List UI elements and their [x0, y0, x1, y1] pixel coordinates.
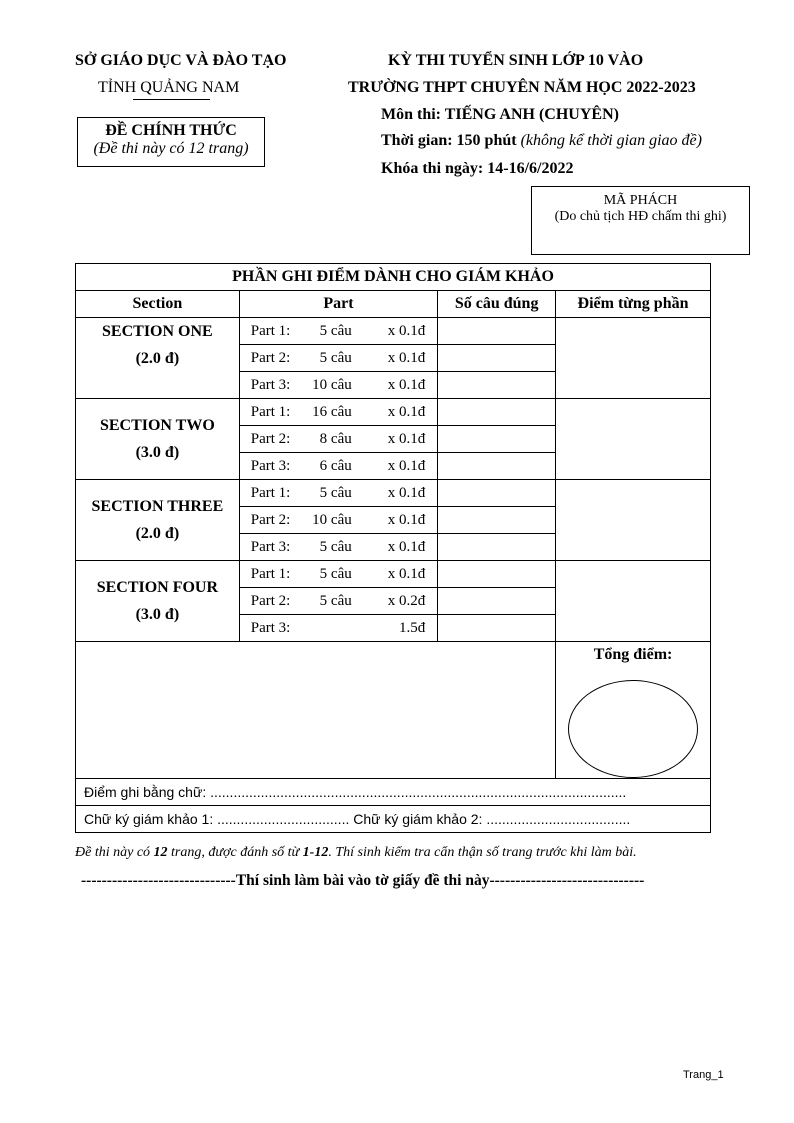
correct-count-field[interactable] — [438, 426, 556, 453]
phach-note: (Do chủ tịch HĐ chấm thi ghi) — [554, 209, 727, 224]
section-name: SECTION ONE — [102, 323, 213, 340]
part-cell — [239, 534, 438, 561]
section-two-cell — [76, 399, 240, 480]
correct-count-field[interactable] — [438, 480, 556, 507]
part-label: Part 2: — [250, 512, 291, 528]
part-quantity: 5 câu — [319, 323, 352, 339]
section-score-field[interactable] — [556, 480, 711, 561]
section-points: (3.0 đ) — [135, 606, 180, 623]
exam-time-line — [381, 132, 702, 150]
correct-count-field[interactable] — [438, 615, 556, 642]
part-label: Part 3: — [250, 458, 291, 474]
section-name: SECTION TWO — [99, 417, 215, 434]
part-points: x 0.1đ — [387, 539, 426, 555]
section-points: (3.0 đ) — [135, 444, 180, 461]
part-points: x 0.1đ — [387, 431, 426, 447]
part-cell — [239, 318, 438, 345]
part-quantity: 5 câu — [319, 485, 352, 501]
section-score-field[interactable] — [556, 318, 711, 399]
note-text-2: trang, được đánh số từ — [167, 845, 303, 860]
header-part: Part — [239, 291, 438, 318]
page-number: Trang_1 — [683, 1069, 724, 1081]
part-label: Part 3: — [250, 377, 291, 393]
official-exam-box — [77, 117, 265, 167]
part-points: 1.5đ — [399, 620, 426, 636]
instruction-line: ------------------------------Thí sinh làm bài vào tờ giấy đề thi này------------------------------ — [81, 872, 645, 889]
note-text-1: Đề thi này có — [75, 845, 154, 860]
note-range: 1-12 — [302, 845, 329, 860]
part-cell — [239, 588, 438, 615]
province-name: TỈNH QUẢNG NAM — [98, 79, 240, 96]
section-three-cell — [76, 480, 240, 561]
part-cell — [239, 615, 438, 642]
exam-time: Thời gian: 150 phút — [381, 132, 517, 149]
part-cell — [239, 372, 438, 399]
correct-count-field[interactable] — [438, 588, 556, 615]
score-table-title: PHẦN GHI ĐIỂM DÀNH CHO GIÁM KHẢO — [76, 264, 711, 291]
exam-subject: Môn thi: TIẾNG ANH (CHUYÊN) — [381, 106, 619, 123]
exam-time-note: (không kể thời gian giao đề) — [520, 132, 702, 149]
part-points: x 0.1đ — [387, 512, 426, 528]
part-label: Part 3: — [250, 620, 291, 636]
exam-date: Khóa thi ngày: 14-16/6/2022 — [381, 160, 574, 177]
section-four-cell — [76, 561, 240, 642]
part-quantity: 10 câu — [312, 512, 352, 528]
header-correct-count: Số câu đúng — [438, 291, 556, 318]
part-label: Part 3: — [250, 539, 291, 555]
correct-count-field[interactable] — [438, 345, 556, 372]
part-points: x 0.1đ — [387, 323, 426, 339]
part-label: Part 1: — [250, 404, 291, 420]
part-quantity: 5 câu — [319, 566, 352, 582]
part-cell — [239, 426, 438, 453]
part-cell — [239, 561, 438, 588]
note-pages: 12 — [153, 845, 168, 860]
part-label: Part 1: — [250, 323, 291, 339]
exam-title-2: TRƯỜNG THPT CHUYÊN NĂM HỌC 2022-2023 — [348, 79, 696, 96]
correct-count-field[interactable] — [438, 561, 556, 588]
score-in-words-row[interactable]: Điểm ghi bằng chữ: ........................................................................................................... — [76, 779, 711, 806]
section-score-field[interactable] — [556, 399, 711, 480]
part-points: x 0.1đ — [387, 485, 426, 501]
phach-title: MÃ PHÁCH — [603, 193, 678, 208]
total-blank-area — [76, 642, 556, 779]
score-table — [75, 263, 711, 833]
part-label: Part 1: — [250, 485, 291, 501]
part-cell — [239, 399, 438, 426]
section-points: (2.0 đ) — [135, 350, 180, 367]
part-quantity: 5 câu — [319, 539, 352, 555]
correct-count-field[interactable] — [438, 318, 556, 345]
department-name: SỞ GIÁO DỤC VÀ ĐÀO TẠO — [75, 52, 287, 69]
exam-title-1: KỲ THI TUYỂN SINH LỚP 10 VÀO — [388, 52, 644, 69]
page-count-note — [75, 845, 637, 861]
part-label: Part 1: — [250, 566, 291, 582]
part-label: Part 2: — [250, 593, 291, 609]
section-score-field[interactable] — [556, 561, 711, 642]
correct-count-field[interactable] — [438, 534, 556, 561]
part-cell — [239, 480, 438, 507]
part-label: Part 2: — [250, 431, 291, 447]
correct-count-field[interactable] — [438, 372, 556, 399]
part-cell — [239, 345, 438, 372]
part-cell — [239, 453, 438, 480]
province-underline — [133, 99, 210, 100]
part-points: x 0.1đ — [387, 404, 426, 420]
note-text-3: . Thí sinh kiểm tra cẩn thận số trang trước khi làm bài. — [328, 845, 637, 860]
part-points: x 0.2đ — [387, 593, 426, 609]
part-quantity: 5 câu — [319, 593, 352, 609]
section-name: SECTION FOUR — [96, 579, 219, 596]
correct-count-field[interactable] — [438, 507, 556, 534]
section-points: (2.0 đ) — [135, 525, 180, 542]
total-score-circle[interactable] — [568, 680, 698, 778]
examiner-signatures-row[interactable]: Chữ ký giám khảo 1: .................................. Chữ ký giám khảo 2: ..................................... — [76, 806, 711, 833]
part-quantity: 5 câu — [319, 350, 352, 366]
part-points: x 0.1đ — [387, 377, 426, 393]
part-points: x 0.1đ — [387, 350, 426, 366]
phach-box — [531, 186, 750, 255]
official-label: ĐỀ CHÍNH THỨC — [105, 122, 237, 139]
part-points: x 0.1đ — [387, 566, 426, 582]
total-score-label: Tổng điểm: — [593, 646, 673, 663]
part-quantity: 6 câu — [319, 458, 352, 474]
correct-count-field[interactable] — [438, 399, 556, 426]
part-points: x 0.1đ — [387, 458, 426, 474]
part-quantity: 10 câu — [312, 377, 352, 393]
header-section: Section — [76, 291, 240, 318]
total-score-cell — [556, 642, 711, 779]
part-cell — [239, 507, 438, 534]
part-label: Part 2: — [250, 350, 291, 366]
official-page-note: (Đề thi này có 12 trang) — [93, 140, 249, 157]
section-name: SECTION THREE — [91, 498, 224, 515]
correct-count-field[interactable] — [438, 453, 556, 480]
part-quantity: 8 câu — [319, 431, 352, 447]
section-one-cell — [76, 318, 240, 399]
header-section-score: Điểm từng phần — [556, 291, 711, 318]
part-quantity: 16 câu — [312, 404, 352, 420]
